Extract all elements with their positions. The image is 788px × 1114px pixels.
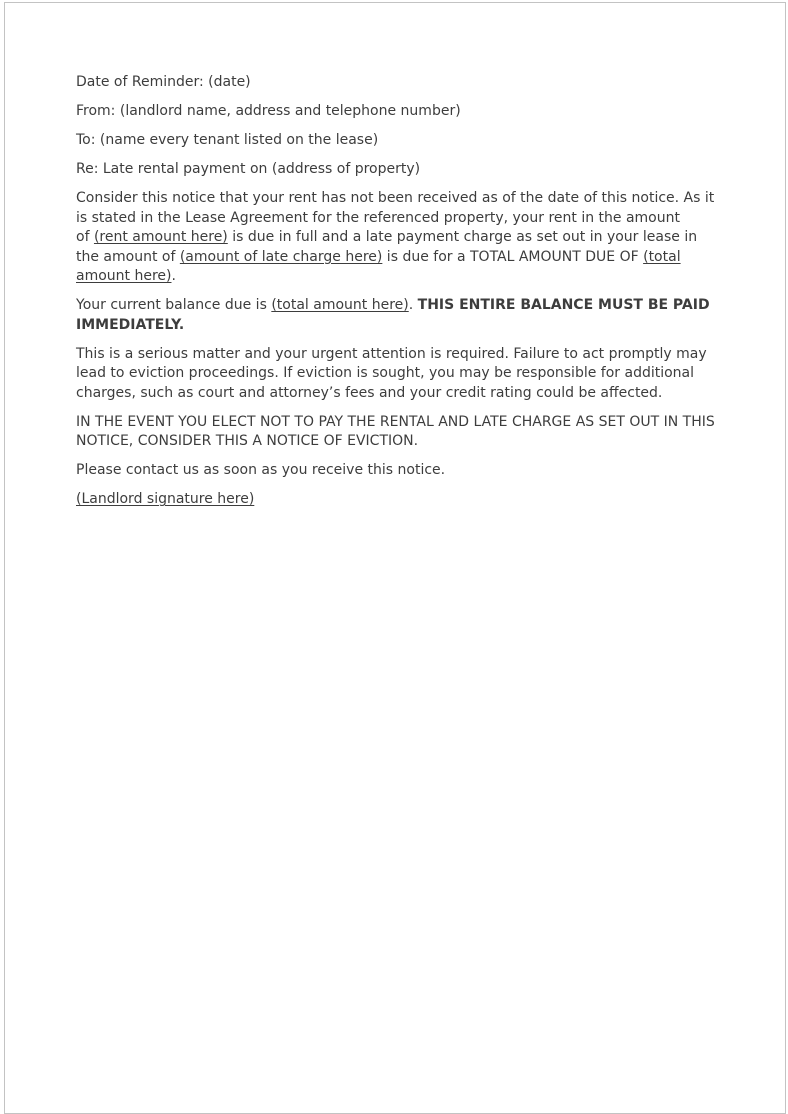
letter-text: Your current balance due is [76, 297, 272, 313]
letter-text: charges, such as court and attorney’s fees and your credit rating could be affected. [76, 384, 663, 401]
letter-text: Consider this notice that your rent has not been received as of the date of this notice. As it [76, 190, 715, 206]
balance-paragraph [76, 296, 749, 335]
letter-text: is stated in the Lease Agreement for the referenced property, your rent in the amount [76, 209, 680, 226]
placeholder-field: (Landlord signature here) [76, 491, 255, 507]
letter-text: the amount of [76, 248, 180, 265]
letter-text: is due in full and a late payment charge as set out in your lease in [227, 229, 698, 245]
letter-text: To: (name every tenant listed on the lease) [76, 132, 379, 148]
letter-text: Date of Reminder: (date) [76, 74, 251, 90]
bold-warning-text: IMMEDIATELY. [76, 316, 185, 333]
date-line [76, 73, 749, 93]
letter-text: Re: Late rental payment on (address of property) [76, 161, 421, 177]
placeholder-field: amount here) [76, 268, 172, 284]
placeholder-field: (rent amount here) [93, 229, 228, 245]
bold-warning-text: THIS ENTIRE BALANCE MUST BE PAID [417, 297, 710, 313]
contact-paragraph [76, 461, 749, 481]
warning-paragraph [76, 345, 749, 404]
from-line [76, 102, 749, 122]
letter-text: of [76, 229, 94, 245]
letter-text: NOTICE, CONSIDER THIS A NOTICE OF EVICTION. [76, 433, 419, 449]
eviction-paragraph [76, 413, 749, 452]
letter-text: . [408, 297, 418, 313]
document-page [4, 2, 786, 1114]
signature-line [76, 490, 749, 510]
placeholder-field: (amount of late charge here) [179, 248, 383, 265]
placeholder-field: (total [643, 248, 681, 265]
placeholder-field: (total amount here) [271, 297, 409, 313]
letter-body [76, 73, 749, 510]
letter-text: . [171, 268, 176, 284]
letter-text: Please contact us as soon as you receive this notice. [76, 462, 446, 478]
re-line [76, 160, 749, 180]
letter-text: IN THE EVENT YOU ELECT NOT TO PAY THE RENTAL AND LATE CHARGE AS SET OUT IN THIS [76, 413, 715, 430]
letter-text: From: (landlord name, address and telephone number) [76, 103, 461, 119]
letter-text: lead to eviction proceedings. If eviction is sought, you may be responsible for additional [76, 365, 695, 381]
letter-text: is due for a TOTAL AMOUNT DUE OF [382, 248, 644, 265]
notice-paragraph [76, 189, 749, 287]
letter-text: This is a serious matter and your urgent attention is required. Failure to act promptly may [76, 345, 707, 362]
to-line [76, 131, 749, 151]
